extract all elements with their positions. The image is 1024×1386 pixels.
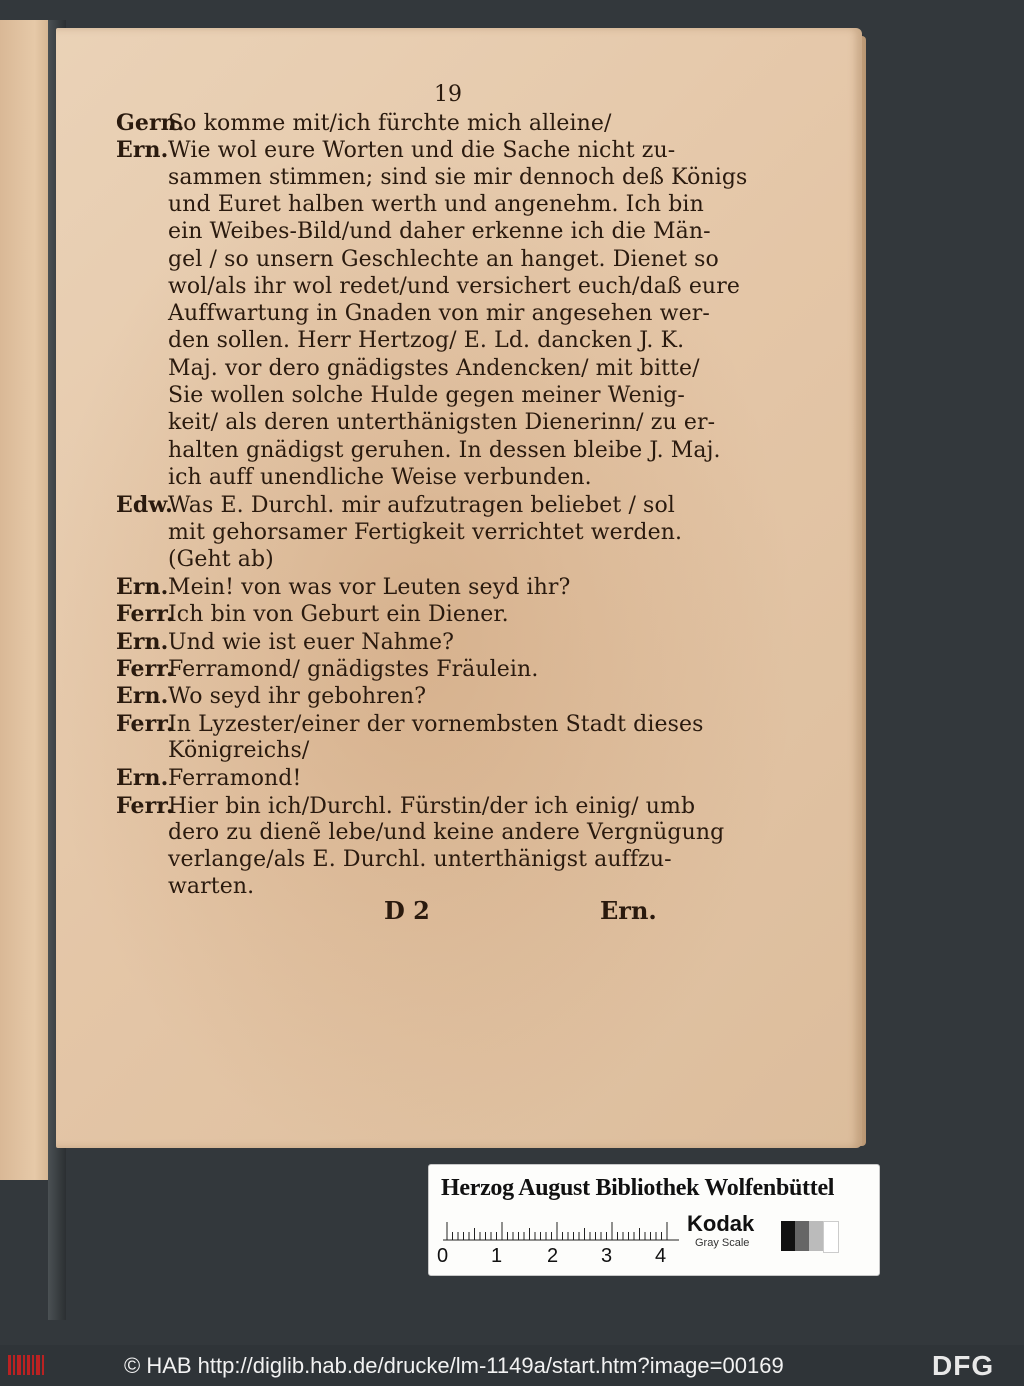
line-text: Sie wollen solche Hulde gegen meiner Wenig- <box>168 383 685 408</box>
line-text: Wie wol eure Worten und die Sache nicht zu- <box>168 138 676 164</box>
text-line <box>116 465 592 490</box>
text-line <box>116 874 254 899</box>
text-line <box>116 547 274 572</box>
kodak-brand: Kodak <box>687 1211 755 1236</box>
signature-mark: D 2 <box>384 896 430 925</box>
line-text: Ferramond/ gnädigstes Fräulein. <box>168 657 539 682</box>
gray-swatch-dark <box>795 1221 809 1251</box>
line-text: warten. <box>168 874 255 900</box>
line-text: (Geht ab) <box>168 546 274 572</box>
line-text: Was E. Durchl. mir aufzutragen beliebet / sol <box>168 493 675 519</box>
book-page <box>56 28 862 1148</box>
speaker-name: Ern. <box>116 765 169 792</box>
ruler-number-2: 2 <box>547 1245 559 1267</box>
line-text: Königreichs/ <box>168 737 310 763</box>
line-text: In Lyzester/einer der vornembsten Stadt dieses <box>168 711 704 737</box>
line-text: verlange/als E. Durchl. unterthänigst auffzu- <box>168 847 672 873</box>
speaker-name: Ferr. <box>116 710 174 737</box>
text-line <box>116 820 724 845</box>
text-line <box>116 356 700 381</box>
text-line <box>116 492 675 518</box>
gray-swatch-black <box>781 1221 795 1251</box>
text-line <box>116 765 301 791</box>
ruler-number-1: 1 <box>491 1245 503 1267</box>
text-line <box>116 656 538 682</box>
text-line <box>116 601 509 627</box>
text-line <box>116 219 711 244</box>
line-text: keit/ als deren unterthänigsten Dienerinn/ zu er- <box>168 410 716 436</box>
line-text: Auffwartung in Gnaden von mir angesehen wer- <box>168 301 710 327</box>
speaker-name: Edw. <box>116 492 173 519</box>
text-line <box>116 711 703 737</box>
text-line <box>116 793 695 819</box>
text-line <box>116 520 682 545</box>
page-number: 19 <box>434 82 462 107</box>
line-text: und Euret halben werth und angenehm. Ich bin <box>168 191 704 217</box>
line-text: ein Weibes-Bild/und daher erkenne ich die Män- <box>168 219 711 245</box>
ruler-scale <box>443 1213 679 1241</box>
text-line <box>116 137 675 163</box>
library-name: Herzog August Bibliothek Wolfenbüttel <box>441 1175 835 1201</box>
copyright-url: © HAB http://diglib.hab.de/drucke/lm-1149a/start.htm?image=00169 <box>124 1353 784 1378</box>
text-line <box>116 574 570 600</box>
text-line <box>116 438 721 463</box>
speaker-name: Ferr. <box>116 656 174 682</box>
text-line <box>116 110 612 136</box>
library-color-label <box>428 1164 880 1276</box>
line-text: ich auff unendliche Weise verbunden. <box>168 464 592 490</box>
text-line <box>116 847 672 872</box>
gray-scale-caption: Gray Scale <box>695 1237 750 1249</box>
speaker-name: Ern. <box>116 574 169 601</box>
speaker-name: Ern. <box>116 137 169 164</box>
line-text: Mein! von was vor Leuten seyd ihr? <box>168 575 571 601</box>
line-text: Wo seyd ihr gebohren? <box>168 684 427 710</box>
text-line <box>116 738 309 763</box>
speaker-name: Ern. <box>116 628 169 655</box>
footer-bar <box>0 1345 1024 1386</box>
ruler-number-3: 3 <box>601 1245 613 1267</box>
line-text: wol/als ihr wol redet/und versichert euch/daß eure <box>168 273 740 299</box>
line-text: halten gnädigst geruhen. In dessen bleibe J. Maj. <box>168 437 721 463</box>
line-text: mit gehorsamer Fertigkeit verrichtet werden. <box>168 519 683 545</box>
line-text: Hier bin ich/Durchl. Fürstin/der ich einig/ umb <box>168 793 696 819</box>
text-line <box>116 629 454 655</box>
gray-swatch-white <box>823 1221 839 1253</box>
line-text: So komme mit/ich fürchte mich alleine/ <box>168 111 612 136</box>
line-text: Ferramond! <box>168 766 302 792</box>
line-text: sammen stimmen; sind sie mir dennoch deß Königs <box>168 164 748 190</box>
ruler-number-4: 4 <box>655 1245 667 1267</box>
line-text: gel / so unsern Geschlechte an hanget. Dienet so <box>168 246 719 272</box>
speaker-name: Ferr. <box>116 601 174 628</box>
text-line <box>116 165 747 190</box>
text-line <box>116 274 740 299</box>
catchword: Ern. <box>600 896 657 925</box>
line-text: Ich bin von Geburt ein Diener. <box>168 602 509 628</box>
gray-swatch-light <box>809 1221 823 1251</box>
line-text: dero zu dienẽ lebe/und keine andere Vergnügung <box>168 819 725 845</box>
text-line <box>116 683 426 709</box>
speaker-name: Ern. <box>116 683 169 710</box>
speaker-name: Ferr. <box>116 792 174 819</box>
text-line <box>116 247 719 272</box>
barcode-logo-icon <box>8 1353 48 1377</box>
ruler-number-0: 0 <box>437 1245 449 1267</box>
line-text: Und wie ist euer Nahme? <box>168 629 455 655</box>
line-text: Maj. vor dero gnädigstes Andencken/ mit bitte/ <box>168 355 700 381</box>
text-line <box>116 328 684 353</box>
text-line <box>116 301 710 326</box>
text-line <box>116 383 685 408</box>
speaker-name: Gern. <box>116 110 185 136</box>
dfg-logo: DFG <box>932 1350 995 1381</box>
text-line <box>116 410 715 435</box>
text-line <box>116 192 704 217</box>
line-text: den sollen. Herr Hertzog/ E. Ld. dancken J. K. <box>168 328 685 354</box>
